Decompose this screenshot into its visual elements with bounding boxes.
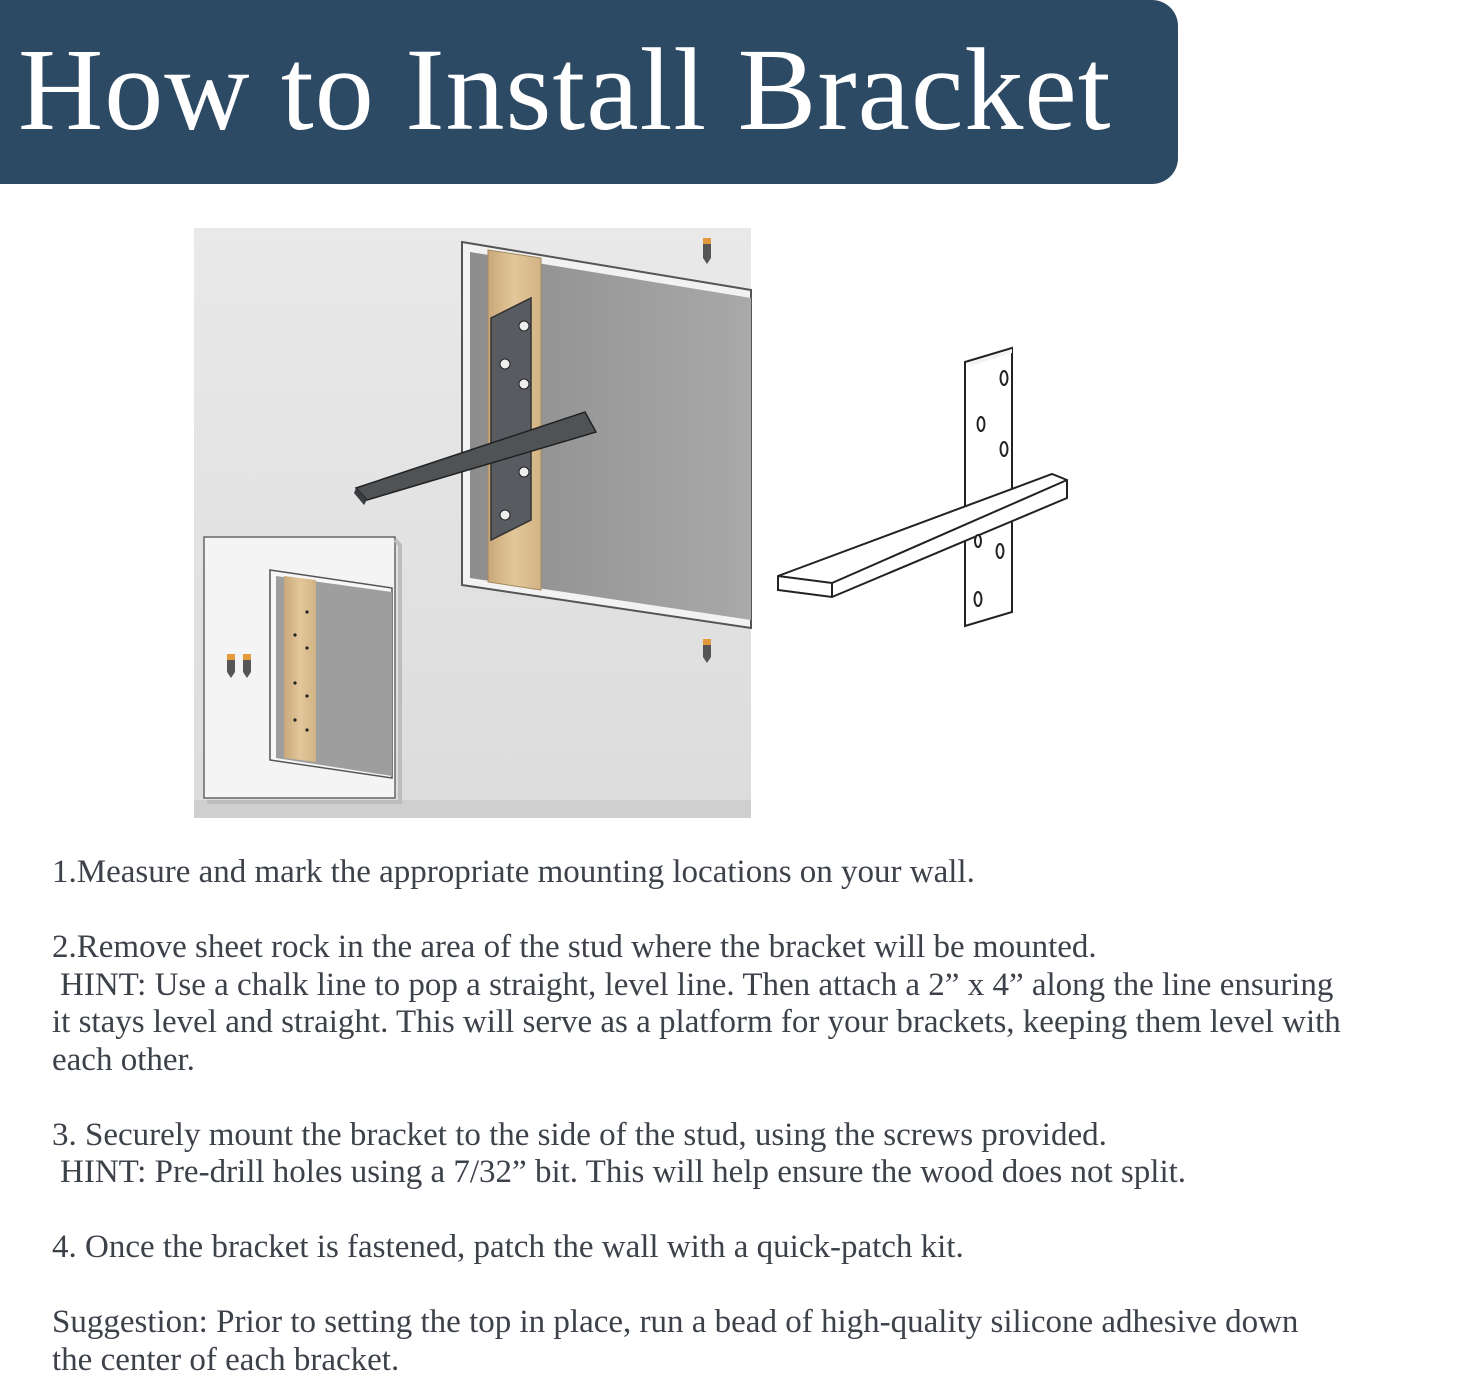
- suggestion: the center of each bracket.: [52, 1341, 400, 1378]
- bracket-outline-diagram: [778, 348, 1067, 626]
- step-3-hint: HINT: Pre-drill holes using a 7/32” bit. This will help ensure the wood does not split.: [60, 1154, 1187, 1190]
- step-4: 4. Once the bracket is fastened, patch the wall with a quick-patch kit.: [52, 1229, 964, 1265]
- instructions: [52, 854, 1474, 1379]
- bracket-plate: [491, 298, 531, 540]
- step-2: 2.Remove sheet rock in the area of the stud where the bracket will be mounted.: [52, 929, 1097, 965]
- wall-scene: [194, 228, 751, 818]
- step-2-hint: each other.: [52, 1041, 195, 1078]
- step-2-hint: HINT: Use a chalk line to pop a straight, level line. Then attach a 2” x 4” along the line ensuring: [60, 966, 1334, 1003]
- suggestion: Suggestion: Prior to setting the top in place, run a bead of high-quality silicone adhesive down: [52, 1304, 1299, 1340]
- step-1: 1.Measure and mark the appropriate mounting locations on your wall.: [52, 854, 975, 890]
- step-2-hint: it stays level and straight. This will serve as a platform for your brackets, keeping them level with: [52, 1004, 1341, 1040]
- inset-detail: [204, 537, 400, 802]
- step-3: 3. Securely mount the bracket to the side of the stud, using the screws provided.: [52, 1116, 1107, 1153]
- page-title: How to Install Bracket: [18, 24, 1112, 155]
